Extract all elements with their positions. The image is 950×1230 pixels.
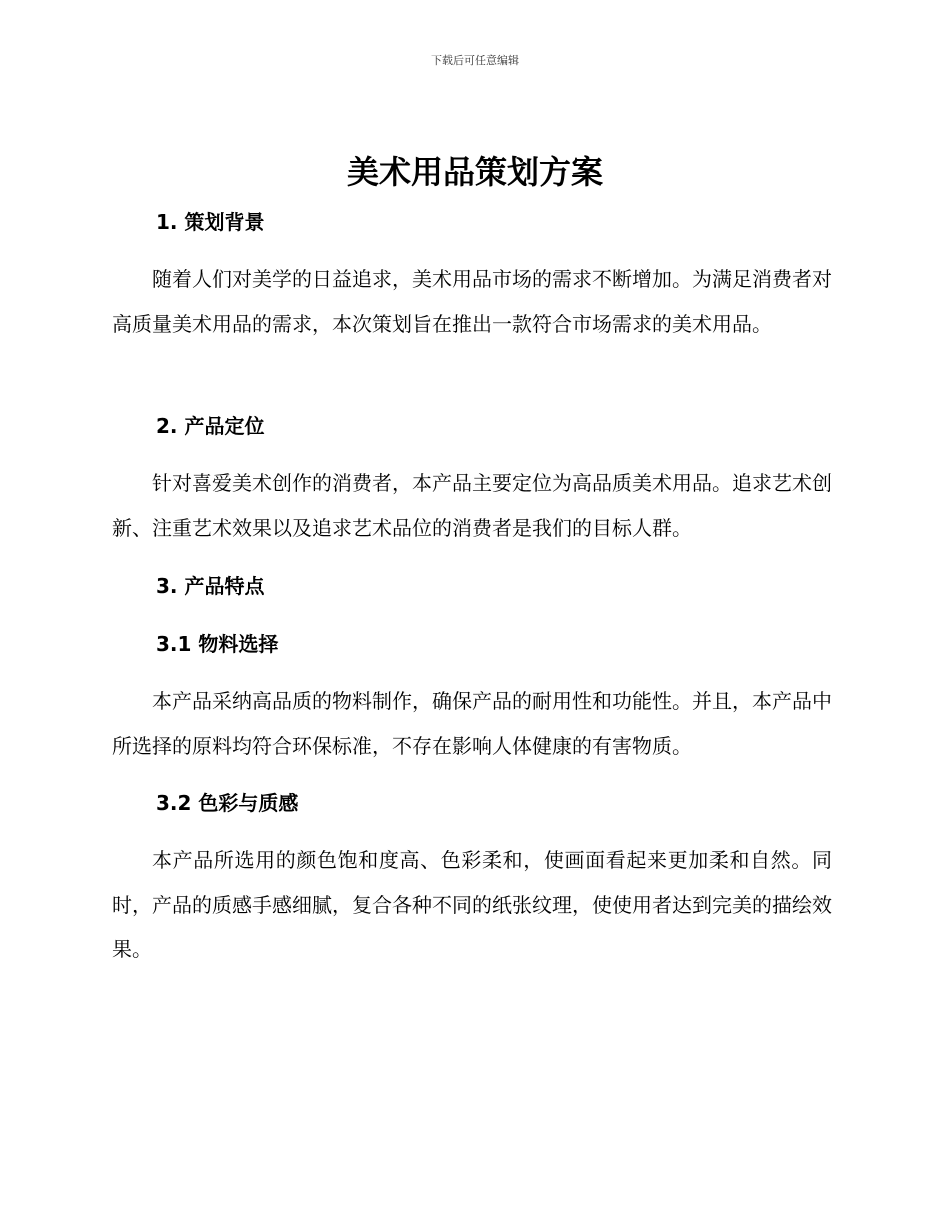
- section-paragraph-background: 随着人们对美学的日益追求，美术用品市场的需求不断增加。为满足消费者对高质量美术用品的需求，本次策划旨在推出一款符合市场需求的美术用品。: [112, 267, 832, 336]
- section-heading-color-texture: 3.2 色彩与质感: [156, 791, 299, 815]
- section-heading-background: 1. 策划背景: [156, 210, 265, 234]
- page-title: 美术用品策划方案: [346, 153, 603, 191]
- section-paragraph-positioning: 针对喜爱美术创作的消费者，本产品主要定位为高品质美术用品。追求艺术创新、注重艺术效果以及追求艺术品位的消费者是我们的目标人群。: [112, 471, 832, 540]
- section-paragraph-color-texture: 本产品所选用的颜色饱和度高、色彩柔和，使画面看起来更加柔和自然。同时，产品的质感手感细腻，复合各种不同的纸张纹理，使使用者达到完美的描绘效果。: [112, 848, 832, 961]
- section-heading-positioning: 2. 产品定位: [156, 414, 265, 438]
- section-heading-features: 3. 产品特点: [156, 574, 265, 598]
- section-paragraph-materials: 本产品采纳高品质的物料制作，确保产品的耐用性和功能性。并且，本产品中所选择的原料均符合环保标准，不存在影响人体健康的有害物质。: [112, 689, 832, 758]
- header-note: 下载后可任意编辑: [431, 54, 519, 67]
- section-heading-materials: 3.1 物料选择: [156, 632, 279, 656]
